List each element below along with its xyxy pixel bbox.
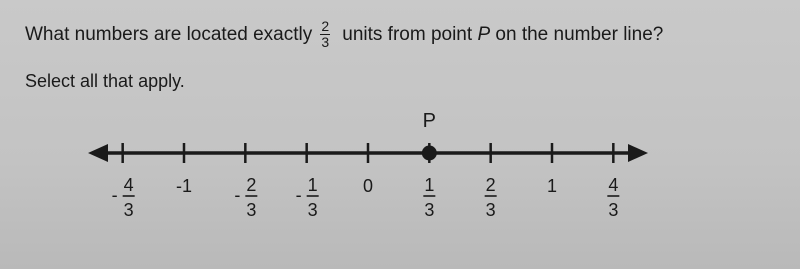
number-line-labels [112, 175, 620, 220]
left-arrow-icon [88, 144, 108, 162]
tick-label-numerator: 2 [485, 175, 496, 195]
fraction-denominator: 3 [321, 34, 330, 50]
tick-label [363, 176, 373, 196]
tick-label [176, 176, 192, 196]
tick-label-sign: - [234, 185, 241, 205]
tick-label-denominator: 3 [246, 200, 257, 220]
tick-label-numerator: 4 [123, 175, 134, 195]
tick-label [485, 175, 497, 220]
tick-label-sign: - [295, 185, 302, 205]
tick-label [296, 175, 319, 220]
distance-fraction [320, 20, 330, 49]
tick-label [547, 176, 557, 196]
question-units: units from point [342, 23, 473, 45]
right-arrow-icon [628, 144, 648, 162]
tick-label-denominator: 3 [123, 200, 134, 220]
fraction-numerator: 2 [321, 18, 330, 34]
number-line [0, 100, 800, 235]
tick-label-numerator: 1 [307, 175, 318, 195]
tick-label-denominator: 3 [424, 200, 435, 220]
tick-label-sign: - [111, 185, 118, 205]
point-p-dot [422, 146, 437, 161]
tick-label [423, 175, 435, 220]
question-suffix: on the number line? [495, 23, 664, 45]
tick-label-numerator: 1 [424, 175, 435, 195]
tick-label-numerator: 2 [246, 175, 257, 195]
tick-label-denominator: 3 [485, 200, 496, 220]
tick-label-text: -1 [175, 176, 193, 196]
tick-label-text: 1 [546, 176, 558, 196]
point-p [422, 110, 437, 161]
tick-label [234, 175, 257, 220]
tick-label-text: 0 [362, 176, 374, 196]
tick-label [607, 175, 619, 220]
question-point-name: P [477, 23, 491, 45]
point-p-label: P [422, 110, 436, 132]
tick-label-denominator: 3 [608, 200, 619, 220]
instruction-text: Select all that apply. [25, 71, 185, 91]
question-text [25, 20, 663, 49]
tick-label-numerator: 4 [608, 175, 619, 195]
question-prefix: What numbers are located exactly [25, 23, 313, 45]
tick-label [112, 175, 135, 220]
tick-label-denominator: 3 [307, 200, 318, 220]
